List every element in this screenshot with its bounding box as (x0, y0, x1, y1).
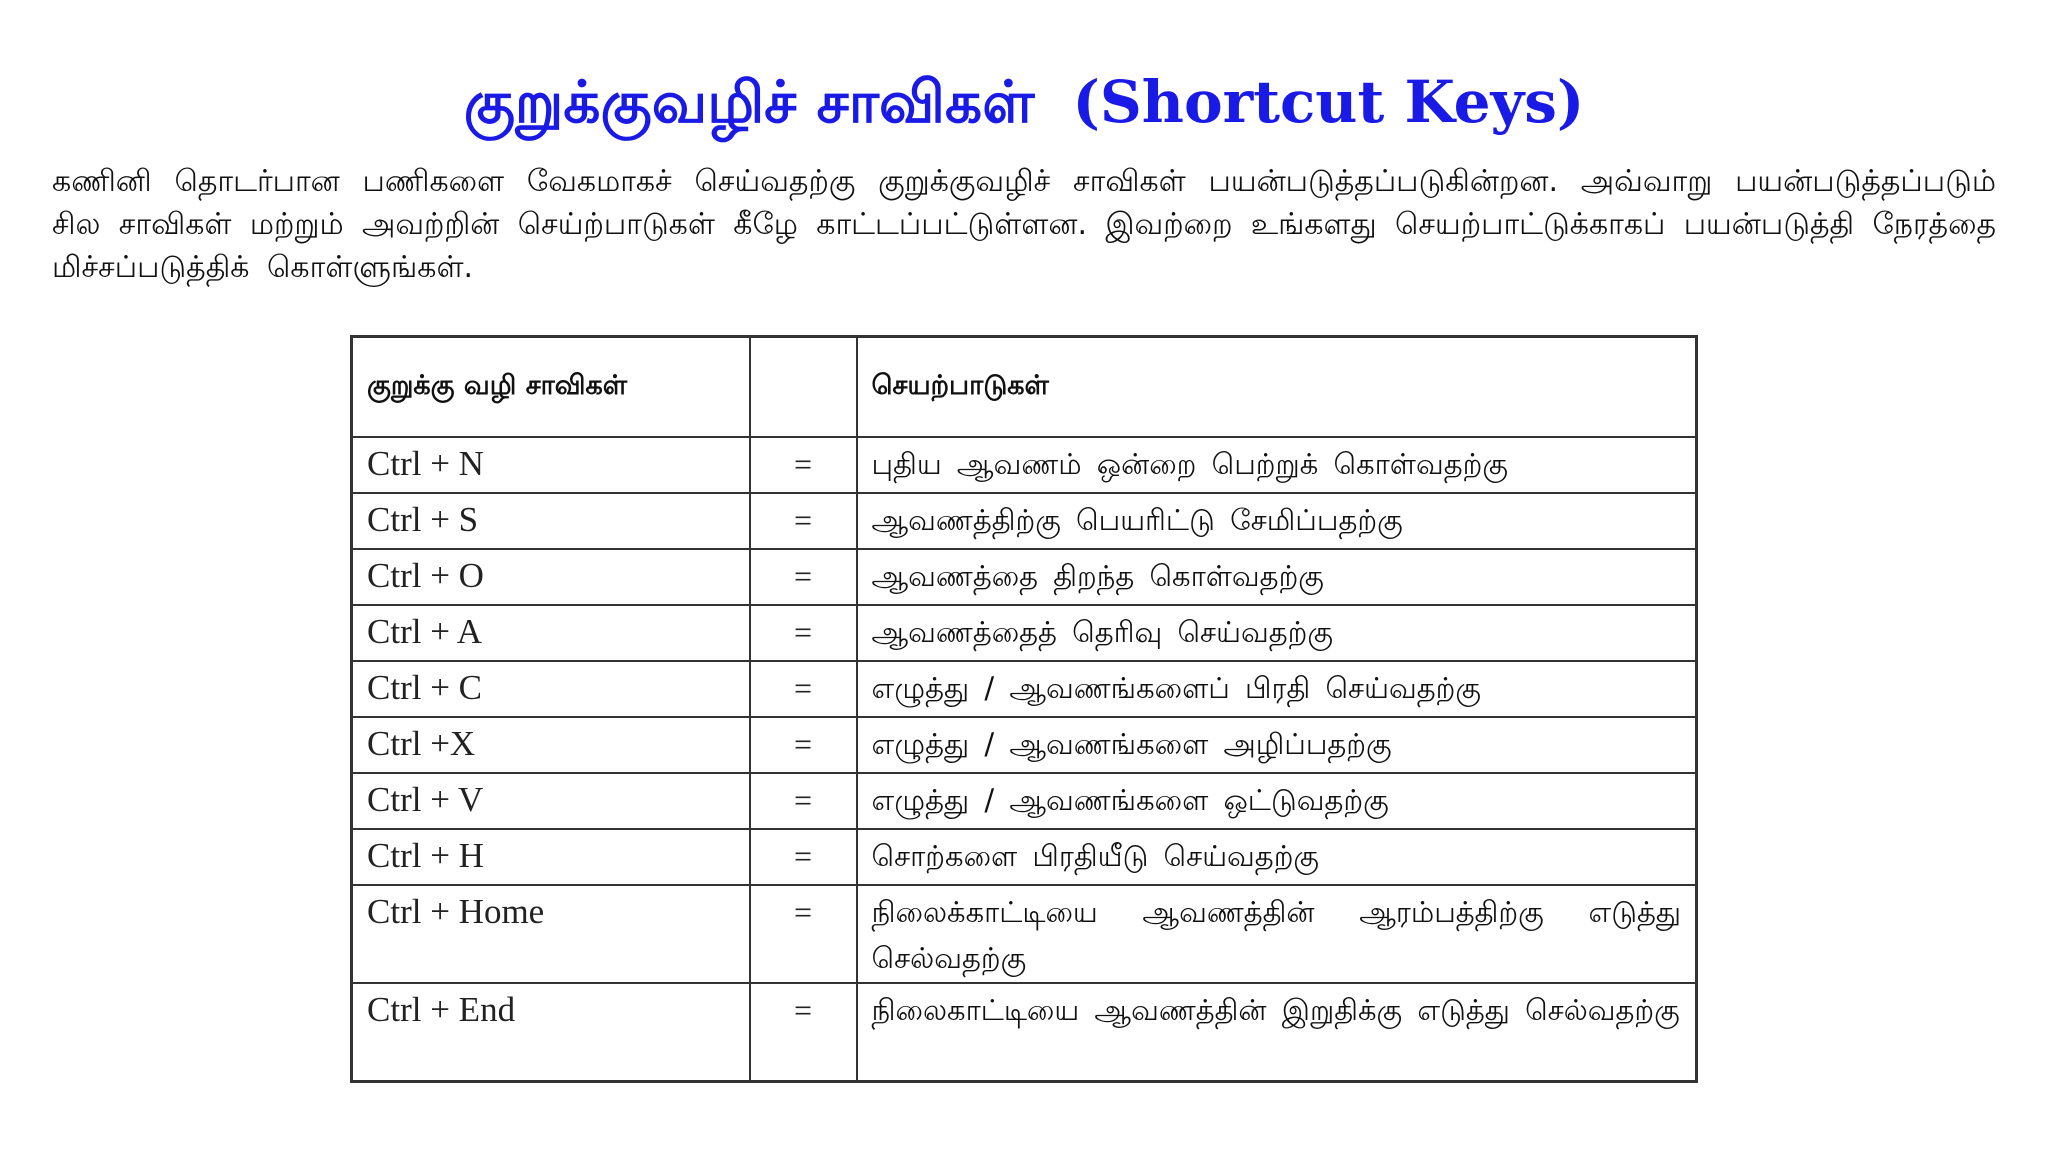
shortcut-key: Ctrl + N (352, 437, 750, 493)
shortcut-description: சொற்களை பிரதியீடு செய்வதற்கு (857, 829, 1697, 885)
header-functions: செயற்பாடுகள் (857, 337, 1697, 438)
shortcut-key: Ctrl + C (352, 661, 750, 717)
table-row (352, 885, 1697, 983)
equals-sign: = (750, 437, 857, 493)
shortcut-key: Ctrl + Home (352, 885, 750, 983)
shortcut-key: Ctrl + End (352, 983, 750, 1082)
table-row (352, 983, 1697, 1082)
page-title-english: (Shortcut Keys) (1072, 67, 1585, 136)
table-row (352, 829, 1697, 885)
shortcut-key: Ctrl +X (352, 717, 750, 773)
equals-sign: = (750, 717, 857, 773)
shortcut-key: Ctrl + O (352, 549, 750, 605)
table-row (352, 549, 1697, 605)
shortcut-description: புதிய ஆவணம் ஒன்றை பெற்றுக் கொள்வதற்கு (857, 437, 1697, 493)
shortcut-key: Ctrl + V (352, 773, 750, 829)
table-row (352, 493, 1697, 549)
shortcut-key: Ctrl + A (352, 605, 750, 661)
page-title (0, 57, 2048, 147)
shortcut-key: Ctrl + S (352, 493, 750, 549)
table-row (352, 773, 1697, 829)
shortcut-description: ஆவணத்தைத் தெரிவு செய்வதற்கு (857, 605, 1697, 661)
header-keys: குறுக்கு வழி சாவிகள் (352, 337, 750, 438)
intro-paragraph: கணினி தொடர்பான பணிகளை வேகமாகச் செய்வதற்கு குறுக்குவழிச் சாவிகள் பயன்படுத்தப்படுகின்றன. அவ்வாறு பயன்படுத்தப்படும் சில சாவிகள் மற்றும் அவற்றின் செய்ற்பாடுகள் கீழே காட்டப்பட்டுள்ளன. இவற்றை உங்களது செயற்பாட்டுக்காகப் பயன்படுத்தி நேரத்தை மிச்சப்படுத்திக் கொள்ளுங்கள். (52, 164, 1996, 285)
shortcut-table (350, 335, 1698, 1083)
shortcut-description: ஆவணத்தை திறந்த கொள்வதற்கு (857, 549, 1697, 605)
equals-sign: = (750, 661, 857, 717)
equals-sign: = (750, 885, 857, 983)
table-header-row (352, 337, 1697, 438)
equals-sign: = (750, 773, 857, 829)
equals-sign: = (750, 829, 857, 885)
table-row (352, 605, 1697, 661)
shortcut-description: எழுத்து / ஆவணங்களை ஒட்டுவதற்கு (857, 773, 1697, 829)
equals-sign: = (750, 605, 857, 661)
equals-sign: = (750, 549, 857, 605)
table-row (352, 661, 1697, 717)
shortcut-key: Ctrl + H (352, 829, 750, 885)
table-row (352, 717, 1697, 773)
equals-sign: = (750, 983, 857, 1082)
page-title-tamil: குறுக்குவழிச் சாவிகள் (463, 67, 1035, 136)
shortcut-description: எழுத்து / ஆவணங்களை அழிப்பதற்கு (857, 717, 1697, 773)
shortcut-description: எழுத்து / ஆவணங்களைப் பிரதி செய்வதற்கு (857, 661, 1697, 717)
equals-sign: = (750, 493, 857, 549)
shortcut-description: நிலைகாட்டியை ஆவணத்தின் இறுதிக்கு எடுத்து செல்வதற்கு (857, 983, 1697, 1082)
shortcut-description: நிலைக்காட்டியை ஆவணத்தின் ஆரம்பத்திற்கு எடுத்து செல்வதற்கு (857, 885, 1697, 983)
shortcut-description: ஆவணத்திற்கு பெயரிட்டு சேமிப்பதற்கு (857, 493, 1697, 549)
table-row (352, 437, 1697, 493)
header-equals (750, 337, 857, 438)
